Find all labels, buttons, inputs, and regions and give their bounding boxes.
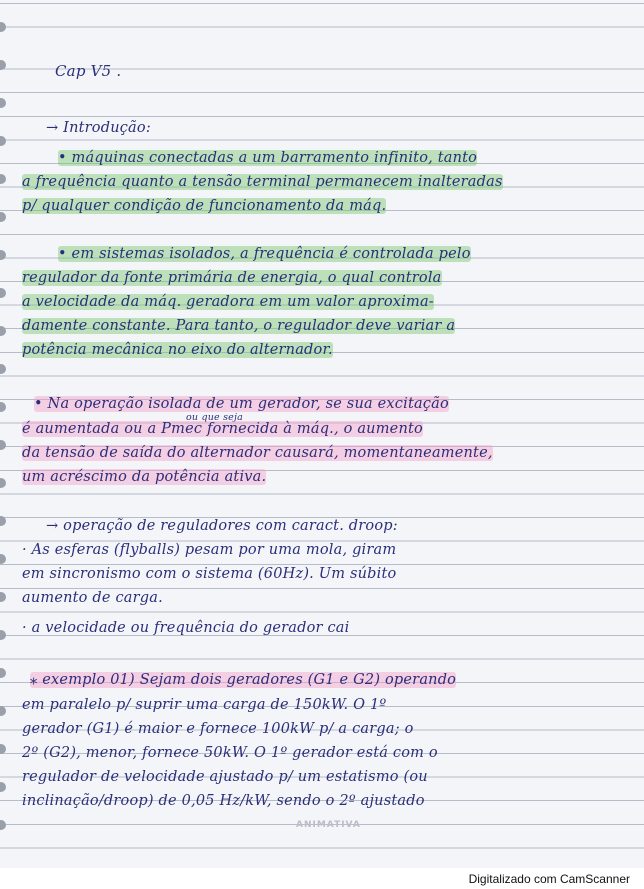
text-line: p/ qualquer condição de funcionamento da máq. (22, 198, 387, 214)
text-line: damente constante. Para tanto, o regulador deve variar a (22, 318, 456, 334)
page-heading: Cap V5 . (55, 62, 122, 80)
text-line: · As esferas (flyballs) pesam por uma mola, giram (22, 542, 397, 558)
text-line: em sincronismo com o sistema (60Hz). Um súbito (22, 566, 397, 582)
text-line: • em sistemas isolados, a frequência é controlada pelo (58, 246, 471, 262)
text-line: a velocidade da máq. geradora em um valor aproxima- (22, 294, 434, 310)
text-line: potência mecânica no eixo do alternador. (22, 342, 333, 358)
text-line: a frequência quanto a tensão terminal permanecem inalteradas (22, 174, 503, 190)
text-line: da tensão de saída do alternador causará, momentaneamente, (22, 445, 493, 461)
text-line: regulador da fonte primária de energia, o qual controla (22, 270, 442, 286)
text-line: é aumentada ou a Pmec fornecida à máq., o aumento (22, 421, 423, 437)
text-line: • máquinas conectadas a um barramento infinito, tanto (58, 150, 478, 166)
scanner-watermark: Digitalizado com CamScanner (468, 872, 630, 886)
notebook-brand-logo: ANIMATIVA (296, 820, 361, 830)
section-intro-title: → Introdução: (46, 120, 151, 136)
section-droop-title: → operação de reguladores com caract. droop: (46, 518, 398, 534)
text-line: 2º (G2), menor, fornece 50kW. O 1º gerador está com o (22, 745, 438, 761)
example-title: ⁎ exemplo 01) Sejam dois geradores (G1 e G2) operando (30, 672, 457, 688)
text-line: em paralelo p/ suprir uma carga de 150kW. O 1º (22, 697, 387, 713)
text-line: inclinação/droop) de 0,05 Hz/kW, sendo o 2º ajustado (22, 793, 425, 809)
text-line: · a velocidade ou frequência do gerador cai (22, 620, 350, 636)
insert-note: ou que seja (186, 412, 244, 423)
text-line: regulador de velocidade ajustado p/ um estatismo (ou (22, 769, 428, 785)
text-line: um acréscimo da potência ativa. (22, 469, 267, 485)
spiral-binding (0, 0, 10, 868)
text-line: gerador (G1) é maior e fornece 100kW p/ a carga; o (22, 721, 414, 737)
text-line: • Na operação isolada de um gerador, se sua excitação (34, 396, 449, 412)
text-line: aumento de carga. (22, 590, 163, 606)
